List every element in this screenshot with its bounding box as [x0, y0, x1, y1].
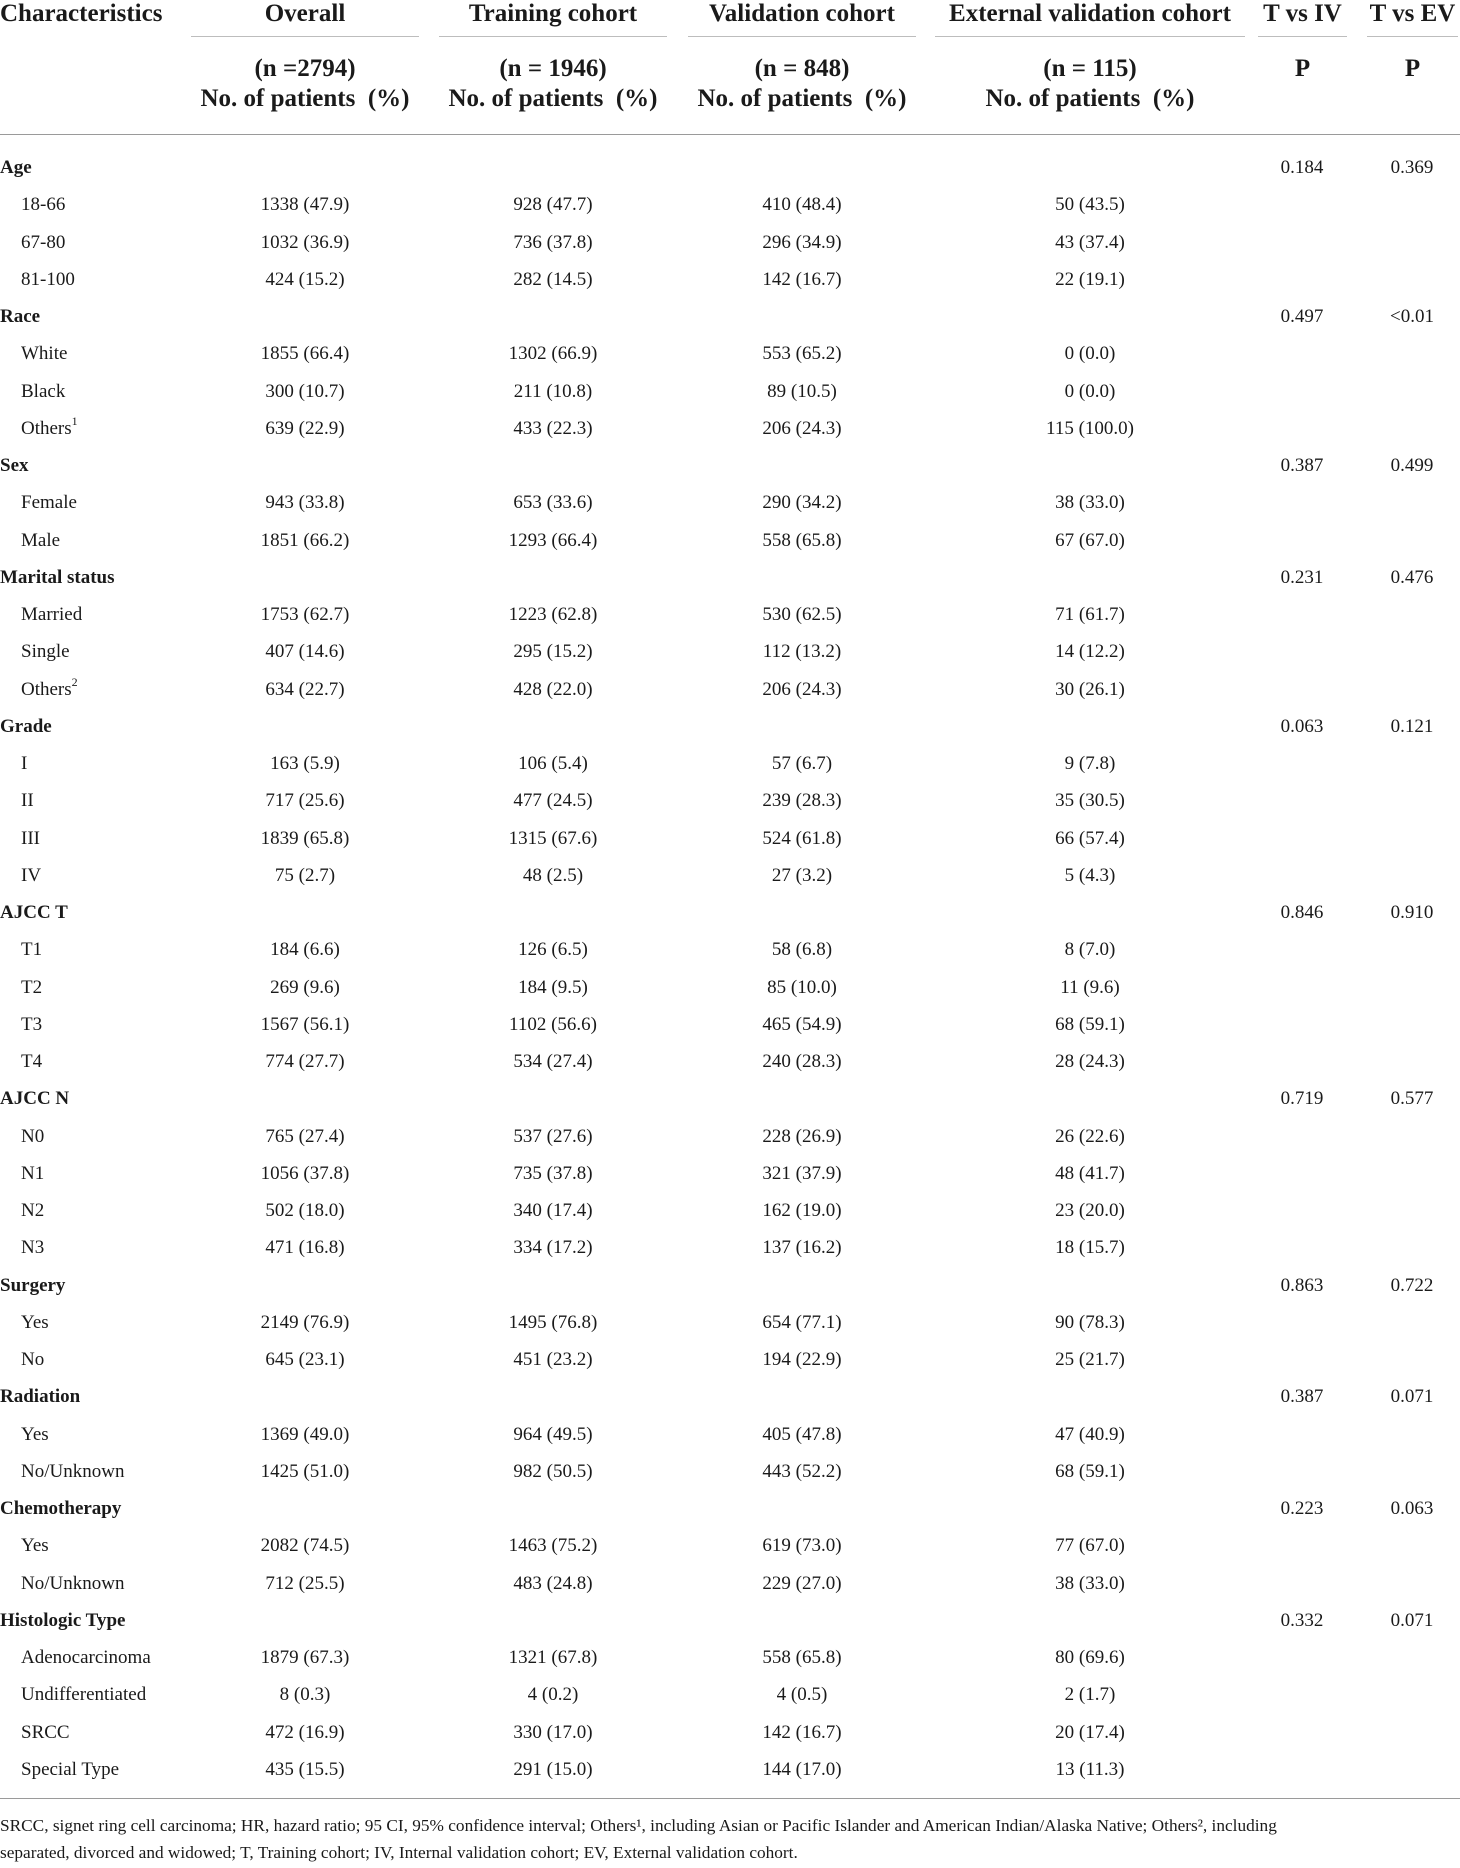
category-label: Age: [0, 157, 32, 178]
cell-value: 11 (9.6): [1060, 976, 1120, 998]
table-row: [0, 1751, 1460, 1788]
cell-value: 1056 (37.8): [260, 1162, 350, 1184]
header-n-validation: (n = 848): [754, 55, 850, 82]
cell-value: 435 (15.5): [265, 1758, 345, 1780]
cell-value: 295 (15.2): [513, 641, 593, 663]
cell-value: 1223 (62.8): [508, 604, 598, 625]
cell-value: 25 (21.7): [1055, 1349, 1125, 1370]
cell-value: 77 (67.0): [1055, 1535, 1125, 1557]
row-label: Others: [21, 678, 72, 700]
cell-value: 144 (17.0): [762, 1758, 842, 1780]
cell-value: 58 (6.8): [771, 939, 833, 961]
table-row: [0, 186, 1460, 223]
cell-value: 537 (27.6): [513, 1125, 593, 1147]
row-label: N1: [21, 1162, 45, 1184]
table-row: [0, 633, 1460, 670]
header-underline: [1367, 36, 1458, 37]
table-row: [0, 745, 1460, 782]
cell-value: 8 (0.3): [279, 1684, 331, 1706]
table-row: [0, 224, 1460, 261]
table-row: [0, 1155, 1460, 1192]
header-n-training: (n = 1946): [499, 55, 607, 82]
cell-value: 1425 (51.0): [260, 1460, 350, 1482]
p-value: 0.231: [1280, 566, 1324, 588]
header-subtitle-training: No. of patients (%): [448, 85, 658, 112]
cell-value: 291 (15.0): [513, 1758, 593, 1780]
header-p-label: P: [1404, 55, 1421, 82]
table-row: [0, 522, 1460, 559]
footnote-marker: 2: [71, 675, 78, 690]
category-label: AJCC N: [0, 1088, 70, 1110]
cell-value: 2082 (74.5): [260, 1535, 350, 1557]
cell-value: 26 (22.6): [1055, 1125, 1125, 1147]
row-label: II: [21, 790, 34, 812]
cell-value: 20 (17.4): [1055, 1721, 1125, 1743]
table-row: [0, 931, 1460, 968]
table-row: [0, 410, 1460, 447]
row-label: No: [21, 1349, 45, 1370]
cell-value: 1753 (62.7): [260, 604, 350, 625]
category-row: [0, 149, 1460, 186]
row-label: I: [21, 753, 28, 774]
header-external-validation-cohort: External validation cohort: [949, 0, 1231, 27]
p-value: 0.223: [1280, 1498, 1324, 1519]
category-label: AJCC T: [0, 902, 68, 923]
cell-value: 1495 (76.8): [508, 1311, 598, 1333]
cell-value: 428 (22.0): [513, 678, 593, 700]
header-subtitle-validation: No. of patients (%): [697, 85, 907, 112]
cell-value: 5 (4.3): [1064, 864, 1116, 886]
cell-value: 553 (65.2): [762, 343, 842, 365]
cell-value: 184 (9.5): [518, 976, 588, 998]
cell-value: 75 (2.7): [274, 864, 336, 886]
cell-value: 43 (37.4): [1055, 231, 1125, 253]
cell-value: 443 (52.2): [762, 1460, 842, 1482]
p-value: 0.476: [1390, 566, 1434, 588]
cell-value: 290 (34.2): [762, 492, 842, 514]
cell-value: 30 (26.1): [1055, 678, 1125, 700]
cell-value: 80 (69.6): [1055, 1647, 1125, 1668]
cell-value: 162 (19.0): [762, 1200, 842, 1221]
category-row: [0, 1602, 1460, 1639]
p-value: 0.121: [1390, 715, 1434, 737]
cell-value: 2149 (76.9): [260, 1311, 350, 1333]
header-n-overall: (n =2794): [254, 55, 356, 82]
cell-value: 8 (7.0): [1064, 939, 1116, 961]
cell-value: 229 (27.0): [762, 1572, 842, 1594]
cell-value: 48 (2.5): [522, 864, 584, 886]
header-characteristics: Characteristics: [0, 0, 163, 27]
row-label: T3: [21, 1013, 43, 1035]
cell-value: 982 (50.5): [513, 1460, 593, 1482]
cell-value: 0 (0.0): [1064, 380, 1116, 402]
table-row: [0, 1565, 1460, 1602]
row-label: IV: [21, 864, 42, 886]
cell-value: 1293 (66.4): [508, 529, 598, 551]
row-label: White: [21, 343, 68, 365]
category-row: [0, 1378, 1460, 1415]
cell-value: 163 (5.9): [270, 753, 340, 774]
row-label: Others: [21, 417, 72, 439]
cell-value: 106 (5.4): [518, 753, 588, 774]
cell-value: 534 (27.4): [513, 1051, 593, 1072]
row-label: N3: [21, 1237, 45, 1259]
cell-value: 35 (30.5): [1055, 790, 1125, 812]
p-value: 0.722: [1390, 1274, 1434, 1296]
cell-value: 282 (14.5): [513, 268, 593, 290]
cell-value: 433 (22.3): [513, 417, 593, 439]
row-label: N2: [21, 1200, 45, 1221]
cell-value: 928 (47.7): [513, 194, 593, 216]
header-p-label: P: [1294, 55, 1311, 82]
p-value: 0.071: [1390, 1386, 1434, 1408]
cell-value: 240 (28.3): [762, 1051, 842, 1072]
cell-value: 2 (1.7): [1064, 1684, 1116, 1706]
p-value: 0.863: [1280, 1274, 1324, 1296]
cell-value: 1338 (47.9): [260, 194, 350, 216]
category-row: [0, 1080, 1460, 1117]
table-row: [0, 335, 1460, 372]
cell-value: 300 (10.7): [265, 380, 345, 402]
cell-value: 472 (16.9): [265, 1721, 345, 1743]
category-label: Grade: [0, 715, 52, 737]
table-row: [0, 1416, 1460, 1453]
table-row: [0, 857, 1460, 894]
cell-value: 50 (43.5): [1055, 194, 1125, 216]
header-underline: [191, 36, 419, 37]
table-row: [0, 1006, 1460, 1043]
cell-value: 1851 (66.2): [260, 529, 350, 551]
row-label: T2: [21, 976, 43, 998]
cell-value: 558 (65.8): [762, 529, 842, 551]
cell-value: 451 (23.2): [513, 1349, 593, 1370]
table-row: [0, 820, 1460, 857]
cell-value: 645 (23.1): [265, 1349, 345, 1370]
cell-value: 410 (48.4): [762, 194, 842, 216]
p-value: 0.332: [1280, 1609, 1324, 1631]
row-label: Female: [21, 492, 77, 514]
cell-value: 405 (47.8): [762, 1423, 842, 1445]
cell-value: 1315 (67.6): [508, 827, 598, 849]
cell-value: 38 (33.0): [1055, 492, 1125, 514]
category-label: Sex: [0, 455, 29, 476]
row-label: Black: [21, 380, 66, 402]
table-row: [0, 1676, 1460, 1713]
row-label: III: [21, 827, 40, 849]
footnote-line: separated, divorced and widowed; T, Training cohort; IV, Internal validation cohort; EV, External validation cohort.: [0, 1843, 798, 1862]
header-t-vs-ev: T vs EV: [1369, 0, 1456, 27]
p-value: 0.369: [1390, 157, 1434, 178]
header-underline: [1258, 36, 1347, 37]
cell-value: 774 (27.7): [265, 1051, 345, 1072]
p-value: 0.719: [1280, 1088, 1324, 1110]
p-value: 0.063: [1390, 1498, 1434, 1519]
row-label: Yes: [21, 1311, 49, 1333]
cell-value: 1879 (67.3): [260, 1647, 350, 1668]
table-row: [0, 596, 1460, 633]
cell-value: 194 (22.9): [762, 1349, 842, 1370]
cell-value: 477 (24.5): [513, 790, 593, 812]
cell-value: 4 (0.5): [776, 1684, 828, 1706]
cell-value: 57 (6.7): [771, 753, 833, 774]
category-row: [0, 1490, 1460, 1527]
cell-value: 1855 (66.4): [260, 343, 350, 365]
table-row: [0, 261, 1460, 298]
header-rule: [0, 134, 1460, 135]
category-row: [0, 1267, 1460, 1304]
category-label: Chemotherapy: [0, 1498, 122, 1519]
cell-value: 47 (40.9): [1055, 1423, 1125, 1445]
table-row: [0, 1304, 1460, 1341]
table-row: [0, 1714, 1460, 1751]
row-label: Male: [21, 529, 61, 551]
cell-value: 66 (57.4): [1055, 827, 1125, 849]
header-underline: [688, 36, 916, 37]
cell-value: 126 (6.5): [518, 939, 588, 961]
cell-value: 619 (73.0): [762, 1535, 842, 1557]
p-value: 0.184: [1280, 157, 1324, 178]
cell-value: 48 (41.7): [1055, 1162, 1125, 1184]
p-value: 0.846: [1280, 902, 1324, 923]
category-label: Race: [0, 306, 41, 327]
row-label: T1: [21, 939, 43, 961]
cell-value: 68 (59.1): [1055, 1460, 1125, 1482]
row-label: SRCC: [21, 1721, 70, 1743]
cell-value: 735 (37.8): [513, 1162, 593, 1184]
cell-value: 27 (3.2): [771, 864, 833, 886]
row-label: 67-80: [21, 231, 66, 253]
row-label: Adenocarcinoma: [21, 1647, 151, 1668]
cell-value: 1839 (65.8): [260, 827, 350, 849]
cell-value: 530 (62.5): [762, 604, 842, 625]
bottom-rule: [0, 1798, 1460, 1799]
cell-value: 4 (0.2): [527, 1684, 579, 1706]
cell-value: 717 (25.6): [265, 790, 345, 812]
p-value: 0.497: [1280, 306, 1324, 327]
cell-value: 115 (100.0): [1046, 417, 1134, 439]
cell-value: 206 (24.3): [762, 417, 842, 439]
category-label: Surgery: [0, 1274, 66, 1296]
header-subtitle-overall: No. of patients (%): [200, 85, 410, 112]
cell-value: 184 (6.6): [270, 939, 340, 961]
header-validation-cohort: Validation cohort: [709, 0, 895, 27]
cell-value: 90 (78.3): [1055, 1311, 1125, 1333]
row-label: Undifferentiated: [21, 1684, 147, 1706]
cell-value: 14 (12.2): [1055, 641, 1125, 663]
row-label: Special Type: [21, 1758, 120, 1780]
cell-value: 269 (9.6): [270, 976, 340, 998]
cell-value: 211 (10.8): [513, 380, 593, 402]
table-row: [0, 1192, 1460, 1229]
cell-value: 736 (37.8): [513, 231, 593, 253]
cell-value: 407 (14.6): [265, 641, 345, 663]
cell-value: 424 (15.2): [265, 268, 345, 290]
cell-value: 85 (10.0): [767, 976, 837, 998]
p-value: 0.071: [1390, 1609, 1434, 1631]
p-value: <0.01: [1390, 306, 1434, 327]
cell-value: 1463 (75.2): [508, 1535, 598, 1557]
cell-value: 765 (27.4): [265, 1125, 345, 1147]
cell-value: 13 (11.3): [1055, 1758, 1125, 1780]
row-label: No/Unknown: [21, 1460, 125, 1482]
cell-value: 18 (15.7): [1055, 1237, 1125, 1259]
table-row: [0, 782, 1460, 819]
table-row: [0, 969, 1460, 1006]
cell-value: 0 (0.0): [1064, 343, 1116, 365]
cell-value: 89 (10.5): [767, 380, 837, 402]
cell-value: 1567 (56.1): [260, 1013, 350, 1035]
category-label: Marital status: [0, 566, 115, 588]
cell-value: 1321 (67.8): [508, 1647, 598, 1668]
p-value: 0.577: [1390, 1088, 1434, 1110]
row-label: Single: [21, 641, 70, 663]
cell-value: 1102 (56.6): [509, 1013, 597, 1035]
row-label-group: [21, 410, 78, 447]
p-value: 0.910: [1390, 902, 1434, 923]
cell-value: 142 (16.7): [762, 1721, 842, 1743]
category-row: [0, 447, 1460, 484]
row-label: N0: [21, 1125, 45, 1147]
table-footnote: [0, 1812, 1460, 1866]
p-value: 0.499: [1390, 455, 1434, 476]
cell-value: 471 (16.8): [265, 1237, 345, 1259]
cell-value: 330 (17.0): [513, 1721, 593, 1743]
cell-value: 465 (54.9): [762, 1013, 842, 1035]
row-label: T4: [21, 1051, 43, 1072]
header-n-external: (n = 115): [1043, 55, 1137, 82]
cell-value: 321 (37.9): [762, 1162, 842, 1184]
table-row: [0, 1229, 1460, 1266]
p-value: 0.063: [1280, 715, 1324, 737]
cell-value: 71 (61.7): [1055, 604, 1125, 625]
cell-value: 1302 (66.9): [508, 343, 598, 365]
cell-value: 23 (20.0): [1055, 1200, 1125, 1221]
header-t-vs-iv: T vs IV: [1263, 0, 1342, 27]
category-row: [0, 708, 1460, 745]
cell-value: 964 (49.5): [513, 1423, 593, 1445]
row-label: Yes: [21, 1423, 49, 1445]
table-row: [0, 1118, 1460, 1155]
table-row: [0, 1639, 1460, 1676]
cell-value: 1032 (36.9): [260, 231, 350, 253]
cell-value: 296 (34.9): [762, 231, 842, 253]
cell-value: 142 (16.7): [762, 268, 842, 290]
table-row: [0, 671, 1460, 708]
p-value: 0.387: [1280, 1386, 1324, 1408]
header-training-cohort: Training cohort: [468, 0, 638, 27]
cell-value: 524 (61.8): [762, 827, 842, 849]
table-row: [0, 484, 1460, 521]
cell-value: 653 (33.6): [513, 492, 593, 514]
cell-value: 1369 (49.0): [260, 1423, 350, 1445]
cell-value: 137 (16.2): [762, 1237, 842, 1259]
row-label: Married: [21, 604, 83, 625]
header-subtitle-external: No. of patients (%): [985, 85, 1195, 112]
table-row: [0, 1043, 1460, 1080]
category-label: Radiation: [0, 1386, 81, 1408]
cell-value: 239 (28.3): [762, 790, 842, 812]
cell-value: 334 (17.2): [513, 1237, 593, 1259]
cell-value: 9 (7.8): [1064, 753, 1116, 774]
cell-value: 634 (22.7): [265, 678, 345, 700]
cell-value: 558 (65.8): [762, 1647, 842, 1668]
row-label: No/Unknown: [21, 1572, 125, 1594]
category-row: [0, 559, 1460, 596]
row-label-group: [21, 671, 78, 708]
row-label: 81-100: [21, 268, 75, 290]
cell-value: 654 (77.1): [762, 1311, 842, 1333]
category-row: [0, 298, 1460, 335]
table-row: [0, 1453, 1460, 1490]
cell-value: 483 (24.8): [513, 1572, 593, 1594]
header-overall: Overall: [264, 0, 346, 27]
row-label: Yes: [21, 1535, 49, 1557]
cell-value: 340 (17.4): [513, 1200, 593, 1221]
footnote-line: SRCC, signet ring cell carcinoma; HR, hazard ratio; 95 CI, 95% confidence interval; Others¹, including Asian or Pacific Islander and American Indian/Alaska Native; Others², including: [0, 1816, 1277, 1835]
table-row: [0, 1527, 1460, 1564]
cell-value: 228 (26.9): [762, 1125, 842, 1147]
category-row: [0, 894, 1460, 931]
table-row: [0, 373, 1460, 410]
table-row: [0, 1341, 1460, 1378]
header-underline: [439, 36, 667, 37]
cell-value: 28 (24.3): [1055, 1051, 1125, 1072]
cell-value: 943 (33.8): [265, 492, 345, 514]
cell-value: 68 (59.1): [1055, 1013, 1125, 1035]
p-value: 0.387: [1280, 455, 1324, 476]
cell-value: 712 (25.5): [265, 1572, 345, 1594]
cell-value: 112 (13.2): [762, 641, 842, 663]
row-label: 18-66: [21, 194, 66, 216]
cell-value: 22 (19.1): [1055, 268, 1125, 290]
header-underline: [935, 36, 1245, 37]
cell-value: 38 (33.0): [1055, 1572, 1125, 1594]
cell-value: 502 (18.0): [265, 1200, 345, 1221]
cell-value: 206 (24.3): [762, 678, 842, 700]
cell-value: 67 (67.0): [1055, 529, 1125, 551]
footnote-marker: 1: [71, 414, 78, 429]
cell-value: 639 (22.9): [265, 417, 345, 439]
category-label: Histologic Type: [0, 1609, 126, 1631]
